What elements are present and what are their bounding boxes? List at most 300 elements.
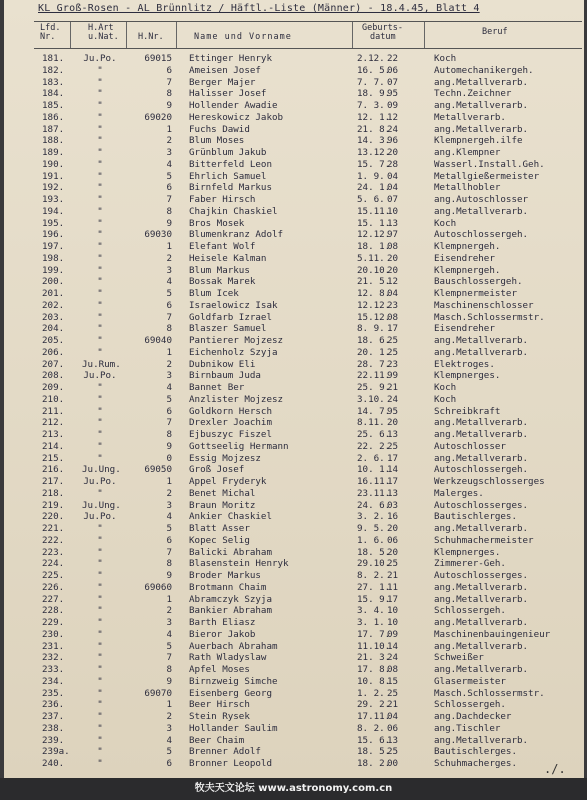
row-name: Pantierer Mojzesz — [189, 335, 284, 346]
row-number: 198. — [42, 252, 65, 264]
row-category: Ju.Po. — [83, 511, 117, 523]
header-geburtsdatum: Geburts- datum — [362, 23, 403, 42]
header-name: Name und Vorname — [194, 32, 292, 42]
row-prisoner-number: 6 — [166, 64, 172, 76]
row-birth-year: 17 — [387, 452, 399, 464]
row-birth-daymonth: 8. 2. — [357, 570, 385, 581]
row-birth-year: 24 — [387, 652, 399, 664]
row-birth-daymonth: 2. 6. — [357, 452, 385, 464]
row-birth-daymonth: 18. 1. — [357, 241, 391, 252]
list-row — [4, 570, 584, 582]
row-category: " — [97, 346, 103, 358]
row-name: Bros Mosek — [189, 217, 245, 229]
list-row — [4, 664, 584, 676]
row-name: Groß Josef — [189, 464, 245, 476]
row-name: Barth Eliasz — [189, 617, 256, 628]
row-birth-year: 04 — [387, 711, 399, 722]
list-row — [4, 711, 584, 723]
row-category: " — [97, 382, 103, 393]
document-sheet — [4, 0, 584, 778]
list-row — [4, 112, 584, 124]
row-category: " — [97, 722, 103, 734]
row-prisoner-number: 9 — [166, 675, 172, 687]
row-occupation: Malerges. — [434, 487, 484, 499]
list-row — [4, 406, 584, 418]
row-name: Birnzweig Simche — [189, 675, 278, 687]
row-occupation: Autoschlosserges. — [434, 570, 529, 581]
list-row — [4, 500, 584, 512]
header-divider — [70, 22, 71, 48]
list-row — [4, 53, 584, 65]
row-occupation: Klempnergeh.ilfe — [434, 135, 523, 147]
row-name: Bannet Ber — [189, 382, 245, 393]
list-row — [4, 453, 584, 465]
row-occupation: Schreibkraft — [434, 405, 501, 417]
list-row — [4, 100, 584, 112]
row-occupation: ang.Autoschlosser — [434, 194, 529, 205]
row-name: Ameisen Josef — [189, 64, 261, 76]
row-birth-year: 20 — [387, 147, 399, 158]
row-name: Brenner Adolf — [189, 746, 261, 758]
row-prisoner-number: 7 — [166, 546, 172, 558]
row-birth-year: 24 — [387, 123, 399, 135]
list-row — [4, 194, 584, 206]
row-category: " — [97, 546, 103, 558]
row-name: Bankier Abraham — [189, 605, 272, 617]
row-category: " — [97, 123, 103, 135]
row-birth-daymonth: 3. 2. — [357, 511, 385, 523]
row-name: Bronner Leopold — [189, 758, 272, 769]
header-divider — [352, 22, 353, 48]
row-occupation: Klempnergeh. — [434, 241, 501, 252]
row-occupation: Masch.Schlossermstr. — [434, 311, 545, 323]
row-name: Ejbuszyc Fiszel — [189, 429, 272, 440]
row-occupation: Klempnermeister — [434, 288, 517, 299]
row-birth-daymonth: 1. 6. — [357, 534, 385, 546]
list-row — [4, 617, 584, 629]
row-number: 185. — [42, 100, 65, 111]
row-occupation: Schuhmacherges. — [434, 758, 517, 769]
list-row — [4, 347, 584, 359]
row-name: Elefant Wolf — [189, 241, 256, 252]
row-birth-daymonth: 27. 1. — [357, 581, 391, 593]
row-category: " — [97, 64, 103, 76]
row-name: Kopec Selig — [189, 534, 250, 546]
list-row — [4, 323, 584, 335]
list-row — [4, 547, 584, 559]
row-birth-year: 96 — [387, 135, 399, 147]
row-category: " — [97, 429, 103, 440]
row-number: 206. — [42, 346, 65, 358]
row-birth-year: 06 — [387, 722, 399, 734]
row-birth-year: 10 — [387, 205, 399, 217]
row-prisoner-number: 4 — [166, 158, 172, 170]
header-divider — [126, 22, 127, 48]
row-category: " — [97, 664, 103, 675]
row-category: " — [97, 182, 103, 194]
row-number: 215. — [42, 452, 65, 464]
row-occupation: Bauschlossergeh. — [434, 276, 523, 288]
row-category: " — [97, 523, 103, 534]
row-category: " — [97, 534, 103, 546]
row-birth-daymonth: 22.11. — [357, 370, 391, 382]
list-row — [4, 429, 584, 441]
row-occupation: ang.Klempner — [434, 147, 501, 158]
row-prisoner-number: 69040 — [144, 335, 172, 346]
row-name: Eisenberg Georg — [189, 687, 272, 699]
row-name: Eichenholz Szyja — [189, 346, 278, 358]
row-prisoner-number: 69060 — [144, 581, 172, 593]
list-row — [4, 159, 584, 171]
row-birth-year: 13 — [387, 429, 399, 440]
row-number: 239. — [42, 734, 65, 746]
row-occupation: Klempnergeh. — [434, 264, 501, 276]
list-row — [4, 746, 584, 758]
row-number: 196. — [42, 229, 65, 241]
row-birth-daymonth: 12.12. — [357, 299, 391, 311]
row-birth-daymonth: 10. 8. — [357, 675, 391, 687]
row-occupation: Autoschlossergeh. — [434, 229, 529, 241]
row-birth-daymonth: 11.10. — [357, 640, 391, 652]
row-birth-year: 04 — [387, 182, 399, 194]
list-row — [4, 253, 584, 265]
row-birth-daymonth: 20. 1. — [357, 346, 391, 358]
list-row — [4, 182, 584, 194]
list-row — [4, 312, 584, 324]
row-birth-daymonth: 21. 3. — [357, 652, 391, 664]
row-occupation: Koch — [434, 382, 457, 393]
row-birth-daymonth: 3. 4. — [357, 605, 385, 617]
row-prisoner-number: 6 — [166, 758, 172, 769]
row-birth-year: 21 — [387, 699, 399, 711]
row-category: " — [97, 76, 103, 88]
row-number: 226. — [42, 581, 65, 593]
list-row — [4, 300, 584, 312]
row-name: Auerbach Abraham — [189, 640, 278, 652]
row-prisoner-number: 4 — [166, 628, 172, 640]
row-occupation: Zimmerer-Geh. — [434, 558, 506, 570]
row-occupation: ang.Metallverarb. — [434, 429, 529, 440]
row-occupation: ang.Dachdecker — [434, 711, 512, 722]
row-number: 195. — [42, 217, 65, 229]
row-birth-daymonth: 12. 8. — [357, 288, 391, 299]
row-prisoner-number: 8 — [166, 323, 172, 335]
row-prisoner-number: 8 — [166, 205, 172, 217]
row-category: " — [97, 417, 103, 429]
row-birth-year: 25 — [387, 440, 399, 452]
row-occupation: Werkzeugschlosserges — [434, 476, 545, 487]
row-prisoner-number: 5 — [166, 393, 172, 405]
row-number: 238. — [42, 722, 65, 734]
row-prisoner-number: 4 — [166, 511, 172, 523]
list-row — [4, 676, 584, 688]
row-birth-year: 20 — [387, 417, 399, 429]
row-category: " — [97, 711, 103, 722]
row-number: 214. — [42, 440, 65, 452]
row-number: 207. — [42, 358, 65, 370]
list-row — [4, 558, 584, 570]
row-occupation: ang.Metallverarb. — [434, 76, 529, 88]
list-row — [4, 88, 584, 100]
row-occupation: Klempnerges. — [434, 546, 501, 558]
row-category: " — [97, 288, 103, 299]
row-birth-daymonth: 8. 9. — [357, 323, 385, 335]
row-birth-daymonth: 28. 7. — [357, 358, 391, 370]
row-occupation: Glasermeister — [434, 675, 506, 687]
row-category: " — [97, 252, 103, 264]
row-category: " — [97, 241, 103, 252]
list-row — [4, 629, 584, 641]
row-name: Blumenkranz Adolf — [189, 229, 284, 241]
row-name: Appel Fryderyk — [189, 476, 267, 487]
row-birth-year: 04 — [387, 288, 399, 299]
row-birth-year: 08 — [387, 241, 399, 252]
row-category: " — [97, 135, 103, 147]
row-category: " — [97, 335, 103, 346]
row-number: 225. — [42, 570, 65, 581]
row-birth-year: 99 — [387, 370, 399, 382]
row-prisoner-number: 7 — [166, 194, 172, 205]
row-occupation: Masch.Schlossermstr. — [434, 687, 545, 699]
row-occupation: Koch — [434, 53, 457, 64]
list-row — [4, 206, 584, 218]
list-row — [4, 594, 584, 606]
row-name: Rath Wladyslaw — [189, 652, 267, 664]
row-prisoner-number: 6 — [166, 182, 172, 194]
row-birth-year: 97 — [387, 229, 399, 241]
list-row — [4, 147, 584, 159]
list-row — [4, 699, 584, 711]
row-prisoner-number: 3 — [166, 147, 172, 158]
row-birth-year: 95 — [387, 88, 399, 100]
row-number: 193. — [42, 194, 65, 205]
row-prisoner-number: 4 — [166, 734, 172, 746]
row-birth-daymonth: 13.12. — [357, 147, 391, 158]
row-name: Hollender Awadie — [189, 100, 278, 111]
row-birth-daymonth: 10. 1. — [357, 464, 391, 476]
row-name: Broder Markus — [189, 570, 261, 581]
row-birth-daymonth: 29.10. — [357, 558, 391, 570]
row-category: " — [97, 311, 103, 323]
row-name: Blum Markus — [189, 264, 250, 276]
row-prisoner-number: 0 — [166, 452, 172, 464]
row-birth-year: 17 — [387, 593, 399, 605]
row-prisoner-number: 5 — [166, 523, 172, 534]
list-row — [4, 276, 584, 288]
row-category: " — [97, 194, 103, 205]
row-number: 187. — [42, 123, 65, 135]
row-category: " — [97, 158, 103, 170]
row-birth-daymonth: 29. 2. — [357, 699, 391, 711]
row-name: Abramczyk Szyja — [189, 593, 272, 605]
row-number: 227. — [42, 593, 65, 605]
row-birth-daymonth: 24. 1. — [357, 182, 391, 194]
row-birth-daymonth: 22. 2. — [357, 440, 391, 452]
row-birth-year: 20 — [387, 523, 399, 534]
row-birth-daymonth: 1. 9. — [357, 170, 385, 182]
list-row — [4, 394, 584, 406]
row-number: 220. — [42, 511, 65, 523]
row-birth-year: 25 — [387, 687, 399, 699]
row-number: 221. — [42, 523, 65, 534]
row-birth-daymonth: 17.11. — [357, 711, 391, 722]
list-row — [4, 464, 584, 476]
row-category: " — [97, 88, 103, 100]
row-prisoner-number: 69015 — [144, 53, 172, 64]
row-category: " — [97, 570, 103, 581]
row-occupation: ang.Metallverarb. — [434, 523, 529, 534]
row-occupation: Schlossergeh. — [434, 699, 506, 711]
row-name: Essig Mojzesz — [189, 452, 261, 464]
row-name: Blaszer Samuel — [189, 323, 267, 335]
list-row — [4, 124, 584, 136]
row-number: 231. — [42, 640, 65, 652]
list-row — [4, 535, 584, 547]
row-number: 237. — [42, 711, 65, 722]
row-occupation: Bautischlerges. — [434, 746, 517, 758]
row-occupation: ang.Metallverarb. — [434, 205, 529, 217]
row-prisoner-number: 6 — [166, 299, 172, 311]
row-category: " — [97, 147, 103, 158]
row-number: 217. — [42, 476, 65, 487]
list-row — [4, 288, 584, 300]
row-birth-year: 24 — [387, 393, 399, 405]
row-name: Benet Michal — [189, 487, 256, 499]
row-birth-year: 17 — [387, 323, 399, 335]
row-birth-year: 20 — [387, 252, 399, 264]
row-birth-year: 10 — [387, 617, 399, 628]
row-name: Drexler Joachim — [189, 417, 272, 429]
row-number: 239a. — [42, 746, 70, 758]
row-birth-year: 15 — [387, 675, 399, 687]
row-category: " — [97, 605, 103, 617]
row-name: Blum Moses — [189, 135, 245, 147]
row-category: " — [97, 452, 103, 464]
row-category: " — [97, 299, 103, 311]
row-name: Dubnikow Eli — [189, 358, 256, 370]
row-birth-daymonth: 16.11. — [357, 476, 391, 487]
row-occupation: Eisendreher — [434, 323, 495, 335]
row-birth-year: 17 — [387, 476, 399, 487]
row-birth-year: 13 — [387, 487, 399, 499]
row-category: " — [97, 593, 103, 605]
row-birth-year: 21 — [387, 382, 399, 393]
row-number: 230. — [42, 628, 65, 640]
row-number: 194. — [42, 205, 65, 217]
row-number: 236. — [42, 699, 65, 711]
row-name: Bieror Jakob — [189, 628, 256, 640]
row-prisoner-number: 4 — [166, 276, 172, 288]
row-prisoner-number: 69070 — [144, 687, 172, 699]
row-birth-year: 06 — [387, 64, 399, 76]
row-name: Ettinger Henryk — [189, 53, 272, 64]
row-prisoner-number: 4 — [166, 382, 172, 393]
row-birth-year: 12 — [387, 111, 399, 123]
row-name: Stein Rysek — [189, 711, 250, 722]
row-prisoner-number: 9 — [166, 100, 172, 111]
row-birth-year: 00 — [387, 758, 399, 769]
row-occupation: ang.Metallverarb. — [434, 593, 529, 605]
row-category: " — [97, 170, 103, 182]
row-name: Bossak Marek — [189, 276, 256, 288]
row-category: " — [97, 699, 103, 711]
row-occupation: Autoschlosserges. — [434, 499, 529, 511]
list-row — [4, 382, 584, 394]
row-occupation: ang.Metallverarb. — [434, 581, 529, 593]
row-name: Birnfeld Markus — [189, 182, 272, 194]
list-row — [4, 582, 584, 594]
list-row — [4, 688, 584, 700]
row-birth-daymonth: 15. 1. — [357, 217, 391, 229]
list-row — [4, 417, 584, 429]
header-lfd-nr: Lfd. Nr. — [40, 23, 61, 42]
row-number: 216. — [42, 464, 65, 476]
list-row — [4, 265, 584, 277]
row-birth-daymonth: 5.11. — [357, 252, 385, 264]
row-number: 222. — [42, 534, 65, 546]
row-name: Bitterfeld Leon — [189, 158, 272, 170]
row-number: 234. — [42, 675, 65, 687]
row-birth-daymonth: 14. 3. — [357, 135, 391, 147]
row-birth-year: 25 — [387, 558, 399, 570]
row-category: " — [97, 652, 103, 664]
row-birth-daymonth: 21. 5. — [357, 276, 391, 288]
row-birth-daymonth: 15. 6. — [357, 734, 391, 746]
row-occupation: Techn.Zeichner — [434, 88, 512, 100]
row-name: Blum Icek — [189, 288, 239, 299]
row-prisoner-number: 1 — [166, 241, 172, 252]
row-birth-daymonth: 18. 6. — [357, 335, 391, 346]
row-occupation: Schweißer — [434, 652, 484, 664]
row-birth-daymonth: 3.10. — [357, 393, 385, 405]
row-name: Heisele Kalman — [189, 252, 267, 264]
row-name: Ankier Chaskiel — [189, 511, 272, 523]
row-name: Hereskowicz Jakob — [189, 111, 284, 123]
row-name: Balicki Abraham — [189, 546, 272, 558]
row-birth-daymonth: 18. 5. — [357, 746, 391, 758]
row-prisoner-number: 3 — [166, 370, 172, 382]
row-prisoner-number: 6 — [166, 534, 172, 546]
row-birth-daymonth: 18. 5. — [357, 546, 391, 558]
row-category: " — [97, 640, 103, 652]
row-name: Goldfarb Izrael — [189, 311, 272, 323]
row-prisoner-number: 7 — [166, 76, 172, 88]
list-row — [4, 171, 584, 183]
row-number: 229. — [42, 617, 65, 628]
row-birth-year: 14 — [387, 640, 399, 652]
list-row — [4, 488, 584, 500]
row-birth-daymonth: 17. 8. — [357, 664, 391, 675]
row-category: " — [97, 758, 103, 769]
row-prisoner-number: 3 — [166, 499, 172, 511]
row-prisoner-number: 9 — [166, 570, 172, 581]
row-occupation: Schlossergeh. — [434, 605, 506, 617]
row-prisoner-number: 3 — [166, 264, 172, 276]
list-row — [4, 476, 584, 488]
row-prisoner-number: 1 — [166, 123, 172, 135]
row-birth-year: 03 — [387, 499, 399, 511]
row-category: " — [97, 264, 103, 276]
row-birth-year: 07 — [387, 76, 399, 88]
row-birth-year: 22 — [387, 53, 399, 64]
row-name: Ehrlich Samuel — [189, 170, 267, 182]
header-rule-top — [34, 21, 582, 22]
row-name: Beer Hirsch — [189, 699, 250, 711]
row-prisoner-number: 2 — [166, 358, 172, 370]
row-prisoner-number: 2 — [166, 135, 172, 147]
row-birth-year: 07 — [387, 194, 399, 205]
row-name: Braun Moritz — [189, 499, 256, 511]
